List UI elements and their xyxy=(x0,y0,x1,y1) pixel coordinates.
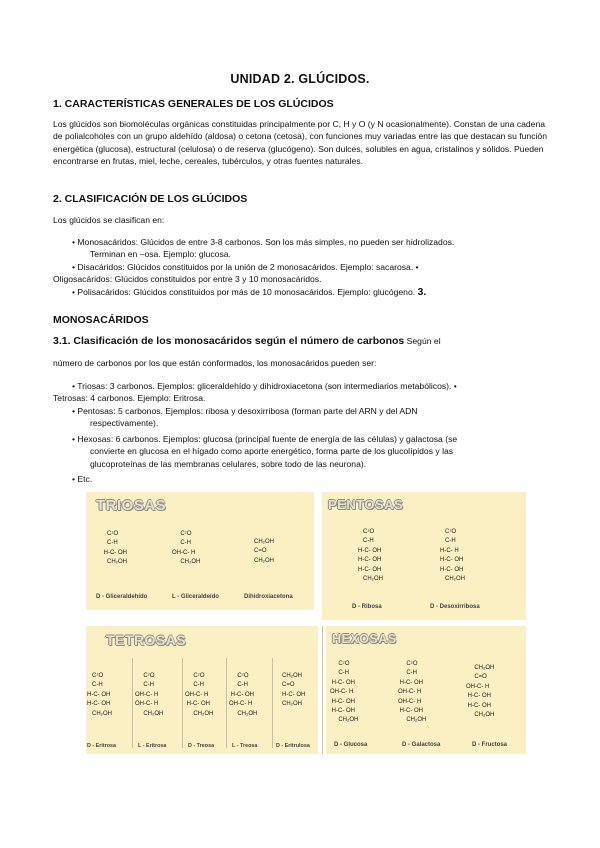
bullet-hexosas-line2: convierte en glucosa en el hígado como aporte energético, forma parte de los glucolípidos y las xyxy=(90,446,454,457)
bullet-pentosas xyxy=(72,405,552,430)
label-d-galactosa: D - Galactosa xyxy=(402,742,441,748)
bullet-hexosas-line3: glucoproteínas de las membranas celulares, sobre todo de las neurona). xyxy=(90,458,367,469)
label-l-treosa: L - Treosa xyxy=(232,743,258,749)
page-title: UNIDAD 2. GLÚCIDOS. xyxy=(230,72,370,86)
bullet-pentosas-line1: • Pentosas: 5 carbonos. Ejemplos: ribosa y desoxirribosa (forman parte del ARN y del ADN xyxy=(72,406,418,416)
molecule-d-treosa: C⁲O C-H OH-C- H H-C- OH CH₂OH xyxy=(185,673,214,717)
molecule-dihidroxiacetona: CH₂OH C=O CH₂OH xyxy=(254,539,274,564)
label-d-eritrulosa: D - Eritrulosa xyxy=(276,743,310,749)
tetrosas-divider-4 xyxy=(272,658,273,748)
label-dihidroxiacetona: Dihidroxiacetona xyxy=(244,594,293,600)
hexosas-title: HEXOSAS xyxy=(332,632,397,646)
pentosas-panel xyxy=(322,492,526,620)
bullet-polisacaridos-line xyxy=(72,286,552,298)
tetrosas-divider-3 xyxy=(226,658,227,748)
molecule-d-ribosa: C⁲O C-H H-C- OH H-C- OH H-C- OH CH₂OH xyxy=(358,529,383,583)
tetrosas-divider-2 xyxy=(182,658,183,748)
molecule-d-galactosa: C⁲O C-H H-C- OH OH-C- H OH-C- H H-C- OH CH₂OH xyxy=(398,661,427,724)
pentosas-title: PENTOSAS xyxy=(328,497,404,512)
molecule-d-eritrulosa: CH₂OH C=O H-C- OH CH₂OH xyxy=(282,673,306,708)
label-d-gliceraldehido: D - Gliceraldehído xyxy=(96,594,148,600)
molecule-d-desoxirribosa: C⁲O C-H H-C- H H-C- OH H-C- OH CH₂OH xyxy=(440,529,465,583)
molecule-d-glucosa: C⁲O C-H H-C- OH OH-C- H H-C- OH H-C- OH CH₂OH xyxy=(330,661,359,724)
subsection-3-1-heading: 3.1. Clasificación de los monosacáridos según el número de carbonos xyxy=(53,335,405,347)
molecule-l-eritrosa: C⁲O C-H OH-C- H OH-C- H CH₂OH xyxy=(135,673,164,717)
label-d-eritrosa: D - Eritrosa xyxy=(87,743,117,749)
label-d-glucosa: D - Glucosa xyxy=(334,742,368,748)
hexosas-left-border xyxy=(322,626,323,754)
bullet-hexosas-line1: • Hexosas: 6 carbonos. Ejemplos: glucosa (principal fuente de energía de las células) y galactosa (se xyxy=(72,434,458,444)
bullet-hexosas xyxy=(72,433,550,470)
label-d-desoxirribosa: D - Desoxirribosa xyxy=(430,604,480,610)
section-1-text: Los glúcidos son biomoléculas orgánicas constituidas principalmente por C, H y O (y N ocasionalmente). Constan de una cadena de polialcoholes con un grupo aldehído (aldosa) o cetona (cetosa), con funciones muy variadas entre las que destacan su función energética (glucosa), estructural (celulosa) o de reserva (glucógeno). Son dulces, solubles en agua, cristalinos y sólidos. Pueden encontrarse en frutas, miel, leche, cereales, tubérculos, y otras fuentes naturales. xyxy=(53,119,547,167)
section-2-intro: Los glúcidos se clasifican en: xyxy=(53,215,165,225)
molecule-l-treosa: C⁲O C-H H-C- OH OH-C- H CH₂OH xyxy=(229,673,258,717)
subsection-3-1-tail: Según el xyxy=(406,336,441,346)
molecule-d-fructosa: CH₂OH C=O OH-C- H H-C- OH H-C- OH CH₂OH xyxy=(466,665,495,719)
label-d-treosa: D - Treosa xyxy=(188,743,215,749)
hexosas-panel xyxy=(326,626,526,754)
tetrosas-divider-1 xyxy=(132,658,133,748)
label-d-fructosa: D - Fructosa xyxy=(472,742,508,748)
label-l-eritrosa: L - Eritrosa xyxy=(138,743,167,749)
label-d-ribosa: D - Ribosa xyxy=(352,604,382,610)
tetrosas-title: TETROSAS xyxy=(106,632,187,648)
bullet-oligosacaridos: Oligosacáridos: Glúcidos constituidos por entre 3 y 10 monosacáridos. xyxy=(53,274,322,284)
tetrosas-panel xyxy=(86,626,318,754)
label-l-gliceraldehido: L - Gliceraldeído xyxy=(172,594,219,600)
section-2-heading: 2. CLASIFICACIÓN DE LOS GLÚCIDOS xyxy=(53,193,248,205)
subsection-3-1 xyxy=(53,335,551,347)
bullet-list-clasificacion xyxy=(72,236,552,273)
bullet-etc: • Etc. xyxy=(72,474,93,484)
molecule-d-eritrosa: C⁲O C-H H-C- OH H-C- OH CH₂OH xyxy=(87,673,112,717)
bullet-disacaridos: • Disacáridos: Glúcidos constituidos por la unión de 2 monosacáridos. Ejemplo: sacarosa. • xyxy=(72,261,419,272)
bullet-monosacaridos: • Monosacáridos: Glúcidos de entre 3-8 carbonos. Son los más simples, no pueden ser hidrolizados. xyxy=(72,237,455,247)
molecule-l-gliceraldehido: C⁲O C-H OH-C- H CH₂OH xyxy=(172,531,201,566)
section-1-heading: 1. CARACTERÍSTICAS GENERALES DE LOS GLÚCIDOS xyxy=(53,98,334,110)
bullet-pentosas-line2: respectivamente). xyxy=(90,418,159,429)
triosas-title: TRIOSAS xyxy=(96,497,167,514)
molecule-d-gliceraldehido: C⁲O C-H H-C- OH CH₂OH xyxy=(103,531,127,566)
bullet-tetrosas: Tetrosas: 4 carbonos. Ejemplo: Eritrosa. xyxy=(53,393,206,403)
section-3-heading: MONOSACÁRIDOS xyxy=(53,314,149,326)
subsection-3-1-text: número de carbonos por los que están conformados, los monosacáridos pueden ser: xyxy=(53,358,377,368)
triosas-panel xyxy=(86,492,314,610)
bullet-triosas: • Triosas: 3 carbonos. Ejemplos: gliceraldehído y dihidroxiacetona (son intermediarios metabólicos). • xyxy=(72,381,457,391)
section-3-number: 3. xyxy=(417,286,427,298)
bullet-polisacaridos: • Polisacáridos: Glúcidos constituidos por más de 10 monosacáridos. Ejemplo: glucógeno. xyxy=(72,287,416,297)
monosacaridos-figure xyxy=(86,492,526,758)
bullet-monosacaridos-cont: Terminan en –osa. Ejemplo: glucosa. xyxy=(90,249,231,260)
